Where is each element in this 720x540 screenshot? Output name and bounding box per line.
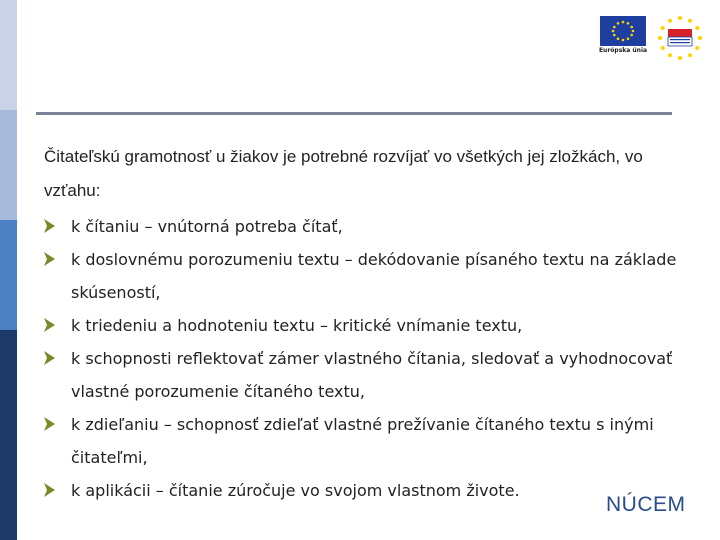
list-item — [44, 408, 684, 474]
left-stripe-upper — [0, 110, 17, 220]
list-item-text: k zdieľaniu – schopnosť zdieľať vlastné prežívanie čítaného textu s inými čitateľmi, — [71, 415, 654, 467]
list-item — [44, 309, 684, 342]
list-item-text: k triedeniu a hodnoteniu textu – kritické vnímanie textu, — [71, 316, 523, 335]
left-stripe-bottom — [0, 330, 17, 540]
list-item — [44, 243, 684, 309]
list-item-text: k doslovnému porozumeniu textu – dekódovanie písaného textu na základe skúseností, — [71, 250, 677, 302]
eu-caption: Európska únia — [598, 47, 648, 54]
arrow-bullet-icon — [44, 417, 55, 431]
divider — [36, 112, 672, 115]
left-stripe-middle — [0, 220, 17, 330]
arrow-bullet-icon — [44, 483, 55, 497]
list-item-text: k čítaniu – vnútorná potreba čítať, — [71, 217, 343, 236]
arrow-bullet-icon — [44, 318, 55, 332]
eu-flag-icon — [600, 16, 646, 46]
list-item-text: k schopnosti reflektovať zámer vlastného čítania, sledovať a vyhodnocovať vlastné porozumenie čítaného textu, — [71, 349, 673, 401]
nucem-wordmark: NÚCEM — [606, 493, 686, 516]
nucem-logo — [606, 494, 686, 534]
list-item — [44, 210, 684, 243]
arrow-bullet-icon — [44, 351, 55, 365]
list-item — [44, 474, 684, 507]
list-item-text: k aplikácii – čítanie zúročuje vo svojom vlastnom živote. — [71, 481, 520, 500]
slide-heading: Čitateľskú gramotnosť u žiakov je potrebné rozvíjať vo všetkých jej zložkách, vo vzťahu: — [44, 147, 643, 200]
list-item — [44, 342, 684, 408]
bullet-list — [44, 210, 684, 507]
arrow-bullet-icon — [44, 252, 55, 266]
esf-logo — [656, 14, 704, 62]
arrow-bullet-icon — [44, 219, 55, 233]
eu-logo — [598, 16, 648, 60]
left-stripe-top — [0, 0, 17, 110]
